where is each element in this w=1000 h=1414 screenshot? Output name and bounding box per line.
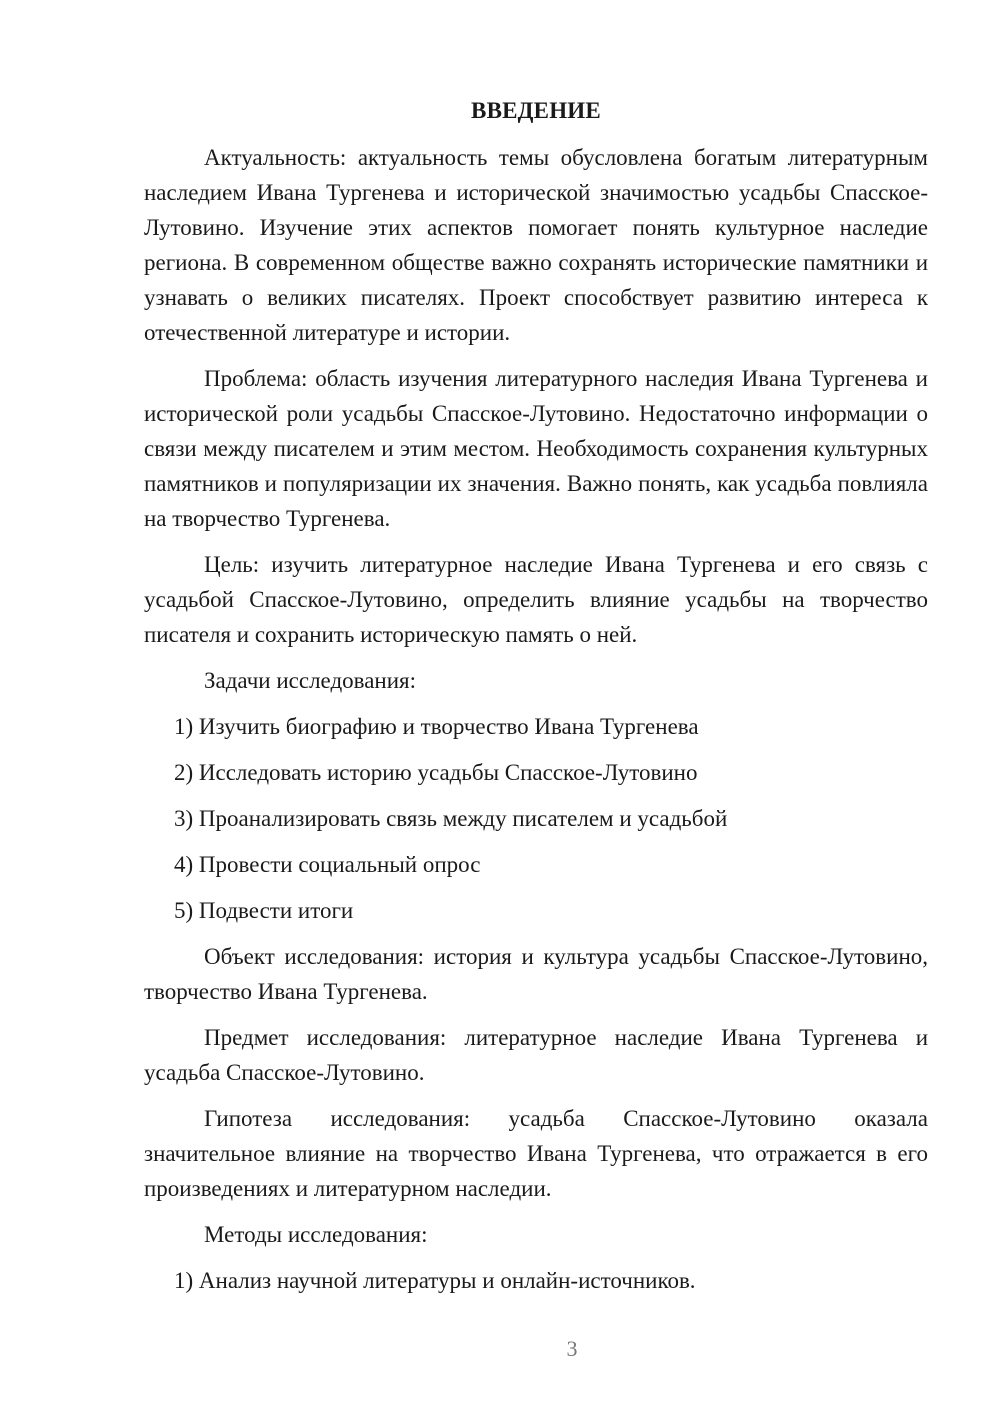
task-item: 2) Исследовать историю усадьбы Спасское-Лутовино (174, 760, 698, 785)
task-item: 3) Проанализировать связь между писателем и усадьбой (174, 806, 728, 831)
methods-list (144, 1263, 928, 1298)
method-item: 1) Анализ научной литературы и онлайн-источников. (174, 1268, 696, 1293)
page-title: ВВЕДЕНИЕ (471, 98, 601, 123)
subject-paragraph: Предмет исследования: литературное наследие Ивана Тургенева и усадьба Спасское-Лутовино. (144, 1025, 928, 1085)
page-number: 3 (566, 1336, 578, 1361)
task-item: 4) Провести социальный опрос (174, 852, 481, 877)
page-content (144, 94, 928, 1309)
relevance-paragraph: Актуальность: актуальность темы обусловлена богатым литературным наследием Ивана Тургенева и исторической значимостью усадьбы Спасское-Лутовино. Изучение этих аспектов помогает понять культурное наследие региона. В современном обществе важно сохранять исторические памятники и узнавать о великих писателях. Проект способствует развитию интереса к отечественной литературе и истории. (144, 145, 928, 345)
methods-heading: Методы исследования: (204, 1222, 428, 1247)
task-item: 1) Изучить биографию и творчество Ивана Тургенева (174, 714, 699, 739)
object-paragraph: Объект исследования: история и культура усадьбы Спасское-Лутовино, творчество Ивана Тургенева. (144, 944, 928, 1004)
goal-paragraph: Цель: изучить литературное наследие Ивана Тургенева и его связь с усадьбой Спасское-Лутовино, определить влияние усадьбы на творчество писателя и сохранить историческую память о ней. (144, 552, 928, 647)
hypothesis-paragraph: Гипотеза исследования: усадьба Спасское-Лутовино оказала значительное влияние на творчество Ивана Тургенева, что отражается в его произведениях и литературном наследии. (144, 1106, 928, 1201)
tasks-heading: Задачи исследования: (204, 668, 417, 693)
problem-paragraph: Проблема: область изучения литературного наследия Ивана Тургенева и исторической роли усадьбы Спасское-Лутовино. Недостаточно информации о связи между писателем и этим местом. Необходимость сохранения культурных памятников и популяризации их значения. Важно понять, как усадьба повлияла на творчество Тургенева. (144, 366, 928, 531)
task-item: 5) Подвести итоги (174, 898, 354, 923)
tasks-list (144, 709, 928, 928)
